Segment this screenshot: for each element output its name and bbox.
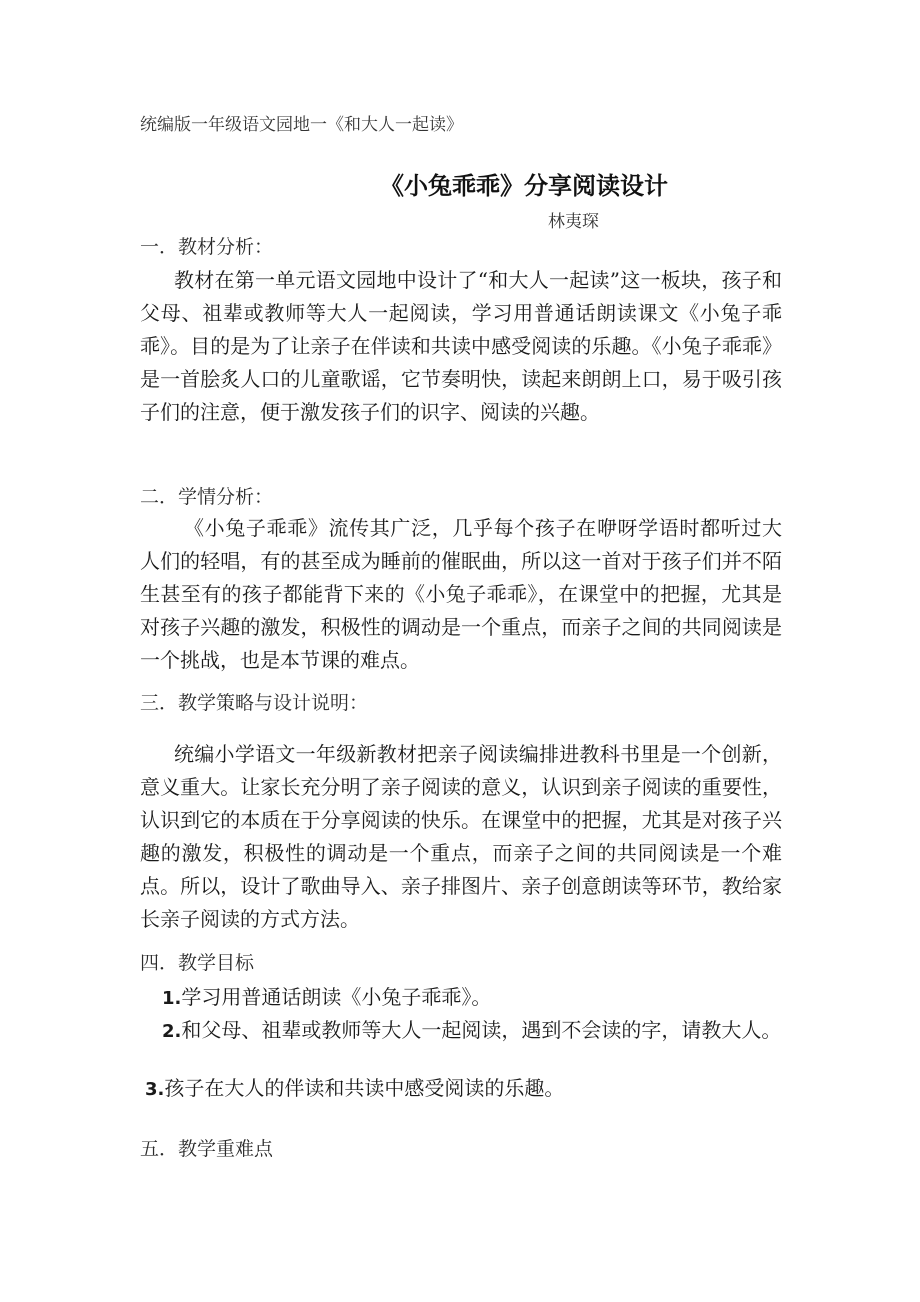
section-heading-textbook-analysis: 一．教材分析： bbox=[140, 236, 274, 258]
section-paragraph-student-analysis: 《小兔子乖乖》流传其广泛，几乎每个孩子在咿呀学语时都听过大人们的轻唱，有的甚至成为睡前的催眠曲，所以这一首对于孩子们并不陌生甚至有的孩子都能背下来的《小兔子乖乖》，在课堂中的把握，尤其是对孩子兴趣的激发，积极性的调动是一个重点，而亲子之间的共同阅读是一个挑战，也是本节课的难点。 bbox=[140, 516, 782, 672]
section-paragraph-teaching-strategy: 统编小学语文一年级新教材把亲子阅读编排进教科书里是一个创新，意义重大。让家长充分明了亲子阅读的意义，认识到亲子阅读的重要性，认识到它的本质在于分享阅读的快乐。在课堂中的把握，尤其是对孩子兴趣的激发，积极性的调动是一个重点，而亲子之间的共同阅读是一个难点。所以，设计了歌曲导入、亲子排图片、亲子创意朗读等环节，教给家长亲子阅读的方式方法。 bbox=[140, 742, 782, 931]
goal-item-2 bbox=[140, 1014, 782, 1048]
goal-number: 2. bbox=[162, 1021, 182, 1042]
goal-item-3 bbox=[145, 1072, 564, 1106]
section-heading-key-difficulties: 五．教学重难点 bbox=[140, 1138, 274, 1160]
section-heading-teaching-goals: 四．教学目标 bbox=[140, 952, 255, 974]
document-author: 林夷琛 bbox=[548, 212, 599, 232]
goal-item-1 bbox=[162, 981, 491, 1015]
goal-text: 和父母、祖辈或教师等大人一起阅读，遇到不会读的字，请教大人。 bbox=[181, 1018, 782, 1042]
goal-text: 学习用普通话朗读《小兔子乖乖》。 bbox=[181, 985, 492, 1009]
document-subtitle: 统编版一年级语文园地一《和大人一起读》 bbox=[140, 115, 463, 135]
section-heading-student-analysis: 二．学情分析： bbox=[140, 486, 274, 508]
section-heading-teaching-strategy: 三．教学策略与设计说明： bbox=[140, 692, 369, 714]
section-paragraph-textbook-analysis: 教材在第一单元语文园地中设计了“和大人一起读”这一板块，孩子和父母、祖辈或教师等大人一起阅读，学习用普通话朗读课文《小兔子乖乖》。目的是为了让亲子在伴读和共读中感受阅读的乐趣。《小兔子乖乖》是一首脍炙人口的儿童歌谣，它节奏明快，读起来朗朗上口，易于吸引孩子们的注意，便于激发孩子们的识字、阅读的兴趣。 bbox=[140, 268, 782, 424]
goal-number: 1. bbox=[162, 988, 182, 1009]
goal-text: 孩子在大人的伴读和共读中感受阅读的乐趣。 bbox=[164, 1076, 565, 1100]
document-title: 《小兔乖乖》分享阅读设计 bbox=[380, 171, 668, 200]
goal-number: 3. bbox=[145, 1079, 165, 1100]
